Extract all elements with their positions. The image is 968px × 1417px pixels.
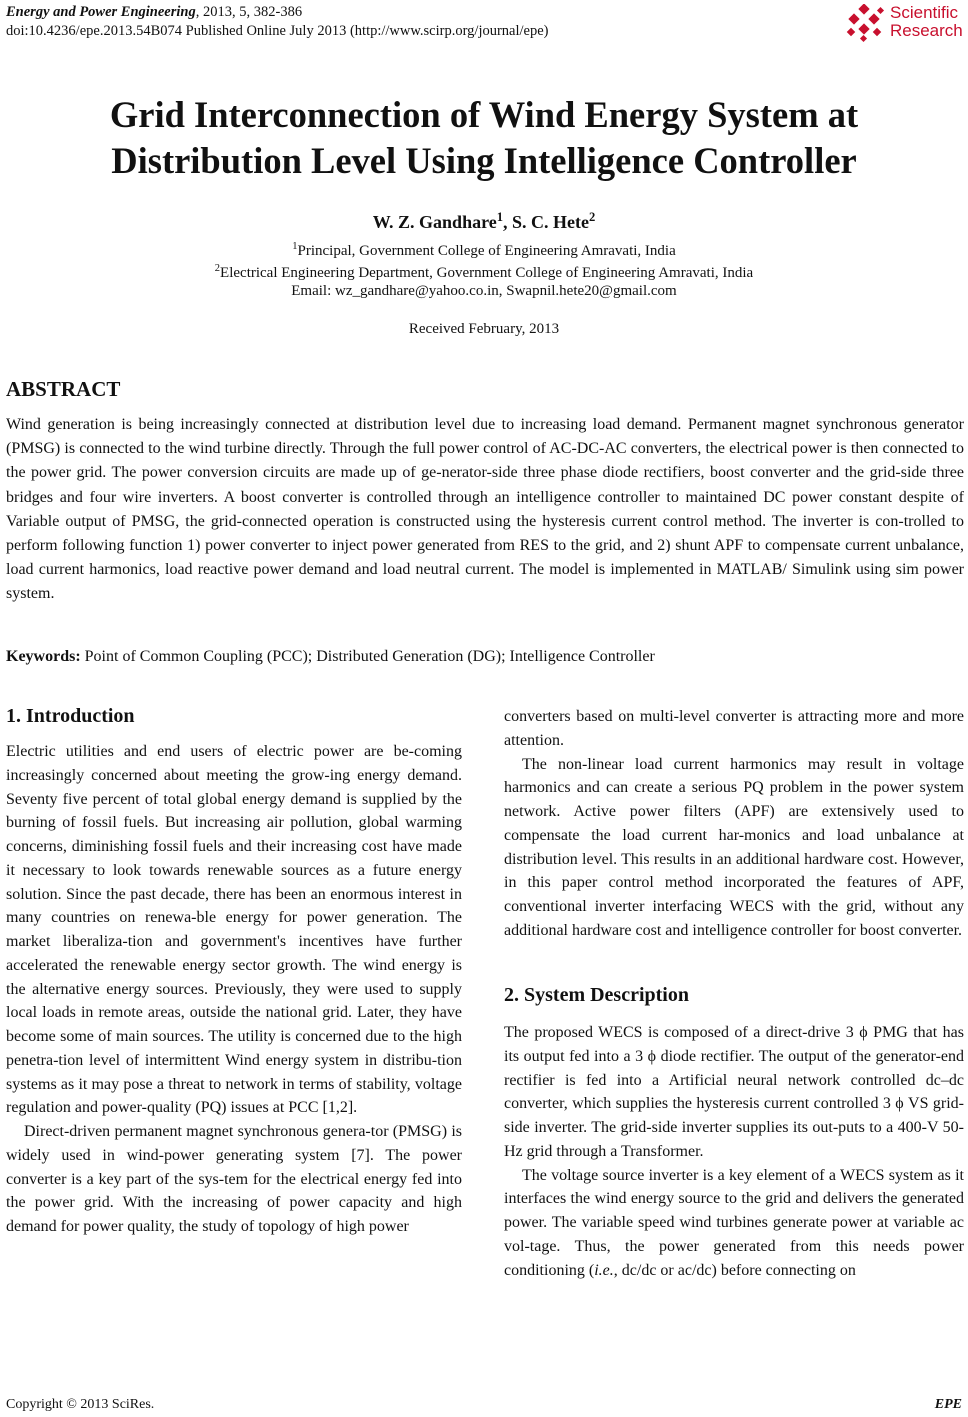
author-1: W. Z. Gandhare bbox=[372, 212, 497, 232]
received-date: Received February, 2013 bbox=[408, 321, 560, 337]
system-paragraph-2-text-a: The voltage source inverter is a key element of a WECS system as it interfaces the wind energy source to the grid and delivers the generated power. The variable speed wind turbines generate power at variable ac vol-tage. Thus, the power generated from this needs power conditioning ( bbox=[504, 1166, 964, 1279]
author-separator: , bbox=[503, 212, 513, 232]
doi-line[interactable]: doi:10.4236/epe.2013.54B074 Published Online July 2013 (http://www.scirp.org/journal/epe) bbox=[6, 23, 549, 39]
affiliation-1 bbox=[0, 237, 968, 261]
affiliation-1-text: Principal, Government College of Engineering Amravati, India bbox=[297, 243, 676, 259]
title-line2: Distribution Level Using Intelligence Controller bbox=[111, 140, 857, 181]
author-1-sup: 1 bbox=[496, 210, 504, 224]
abstract-text: Wind generation is being increasingly connected at distribution level due to increasing load demand. Permanent magnet synchronous generator (PMSG) is connected to the wind turbine directly. Through the full power control of AC-DC-AC converters, the electrical power is then connected to the power grid. The power conversion circuits are made up of ge-nerator-side three phase diode rectifiers, boost converter and the grid-side three bridges and four wire inverters. A boost converter is controlled through an intelligence controller to maintained DC power constant despite of Variable output of PMSG, the grid-connected operation is constructed using the hysteresis current control method. The inverter is con-trolled to perform following function 1) power converter to inject power generated from RES to the grid, and 2) shunt APF to compensate current unbalance, load current harmonics, load reactive power demand and load neutral current. The model is implemented in MATLAB/ Simulink using sim power system. bbox=[6, 416, 964, 603]
footer-copyright: Copyright © 2013 SciRes. bbox=[6, 1397, 155, 1412]
intro-paragraph-3: converters based on multi-level converter is attracting more and more attention. bbox=[504, 708, 964, 749]
author-2: S. C. Hete bbox=[512, 212, 590, 232]
journal-header bbox=[6, 3, 549, 41]
paper-title bbox=[0, 92, 968, 184]
system-description-body bbox=[504, 1021, 964, 1282]
system-paragraph-1: The proposed WECS is composed of a direct-drive 3 ϕ PMG that has its output fed into a 3 ϕ diode rectifier. The output of the generator-end rectifier is fed into a Artificial neural network controlled dc–dc converter, which supplies the hysteresis current controlled 3 ϕ VS grid-side inverter. The grid-side inverter supplies its out-puts to a 400-V 50-Hz grid through a Transformer. bbox=[504, 1024, 964, 1160]
left-column bbox=[6, 740, 462, 1239]
section-heading-introduction: 1. Introduction bbox=[6, 705, 135, 727]
journal-name: Energy and Power Engineering bbox=[6, 4, 196, 20]
intro-paragraph-2: Direct-driven permanent magnet synchronous genera-tor (PMSG) is widely used in wind-power generating system [7]. The power converter is a key part of the sys-tem for the electrical energy fed into the power grid. With the increasing of power capacity and high demand for power quality, the study of topology of high power bbox=[6, 1123, 462, 1235]
logo-line2: Research bbox=[890, 21, 963, 40]
intro-paragraph-4: The non-linear load current harmonics may result in voltage harmonics and can create a serious PQ problem in the power system network. Active power filters (APF) are extensively used to compensate the load current har-monics and load unbalance at distribution level. This results in an additional hardware cost. However, in this paper control method incorporated the features of APF, conventional inverter interfacing WECS with the grid, without any additional hardware cost and intelligence controller for boost converter. bbox=[504, 755, 964, 939]
logo-line1: Scientific bbox=[890, 3, 959, 22]
author-email[interactable]: Email: wz_gandhare@yahoo.co.in, Swapnil.hete20@gmail.com bbox=[291, 283, 677, 299]
intro-paragraph-1: Electric utilities and end users of electric power are be-coming increasingly concerned about meeting the grow-ing energy demand. Seventy five percent of total global energy demand is supplied by the burning of fossil fuels. But increasing air pollution, global warming concerns, diminishing fossil fuels and their increasing cost have made it necessary to look towards renewable sources as a future energy solution. Since the past decade, there has been an enormous interest in many countries on renewa-ble energy for power generation. The market liberaliza-tion and government's incentives have further accelerated the renewable energy sector growth. The wind energy is the alternative energy sources. Previously, they were used to supply local loads in remote areas, outside the national grid. Later, they have become some of main sources. The utility is concerned due to the high penetra-tion level of intermittent Wind energy system in distribu-tion systems as it may pose a threat to network in terms of stability, voltage regulation and power-quality (PQ) issues at PCC [1,2]. bbox=[6, 743, 462, 1117]
system-paragraph-2-ie: i.e. bbox=[594, 1261, 614, 1279]
affiliation-2 bbox=[0, 259, 968, 283]
abstract-heading: ABSTRACT bbox=[6, 377, 121, 401]
system-paragraph-2-text-b: , dc/dc or ac/dc) before connecting on bbox=[613, 1261, 856, 1279]
author-list bbox=[0, 210, 968, 233]
section-heading-system-description: 2. System Description bbox=[504, 984, 689, 1006]
publisher-logo bbox=[844, 4, 964, 44]
keywords-label: Keywords: bbox=[6, 648, 81, 665]
keywords-text: Point of Common Coupling (PCC); Distributed Generation (DG); Intelligence Controller bbox=[80, 648, 655, 665]
keywords bbox=[6, 648, 964, 666]
publisher-logo-icon bbox=[844, 4, 886, 44]
journal-citation: , 2013, 5, 382-386 bbox=[195, 4, 303, 20]
author-2-sup: 2 bbox=[589, 210, 596, 224]
affiliation-1-sup: 1 bbox=[292, 241, 298, 252]
right-column bbox=[504, 705, 964, 943]
affiliation-2-sup: 2 bbox=[214, 263, 221, 274]
footer-journal-abbr: EPE bbox=[934, 1397, 962, 1412]
affiliation-2-text: Electrical Engineering Department, Government College of Engineering Amravati, India bbox=[220, 265, 754, 281]
title-line1: Grid Interconnection of Wind Energy System at bbox=[109, 94, 859, 135]
system-paragraph-2 bbox=[504, 1164, 964, 1283]
